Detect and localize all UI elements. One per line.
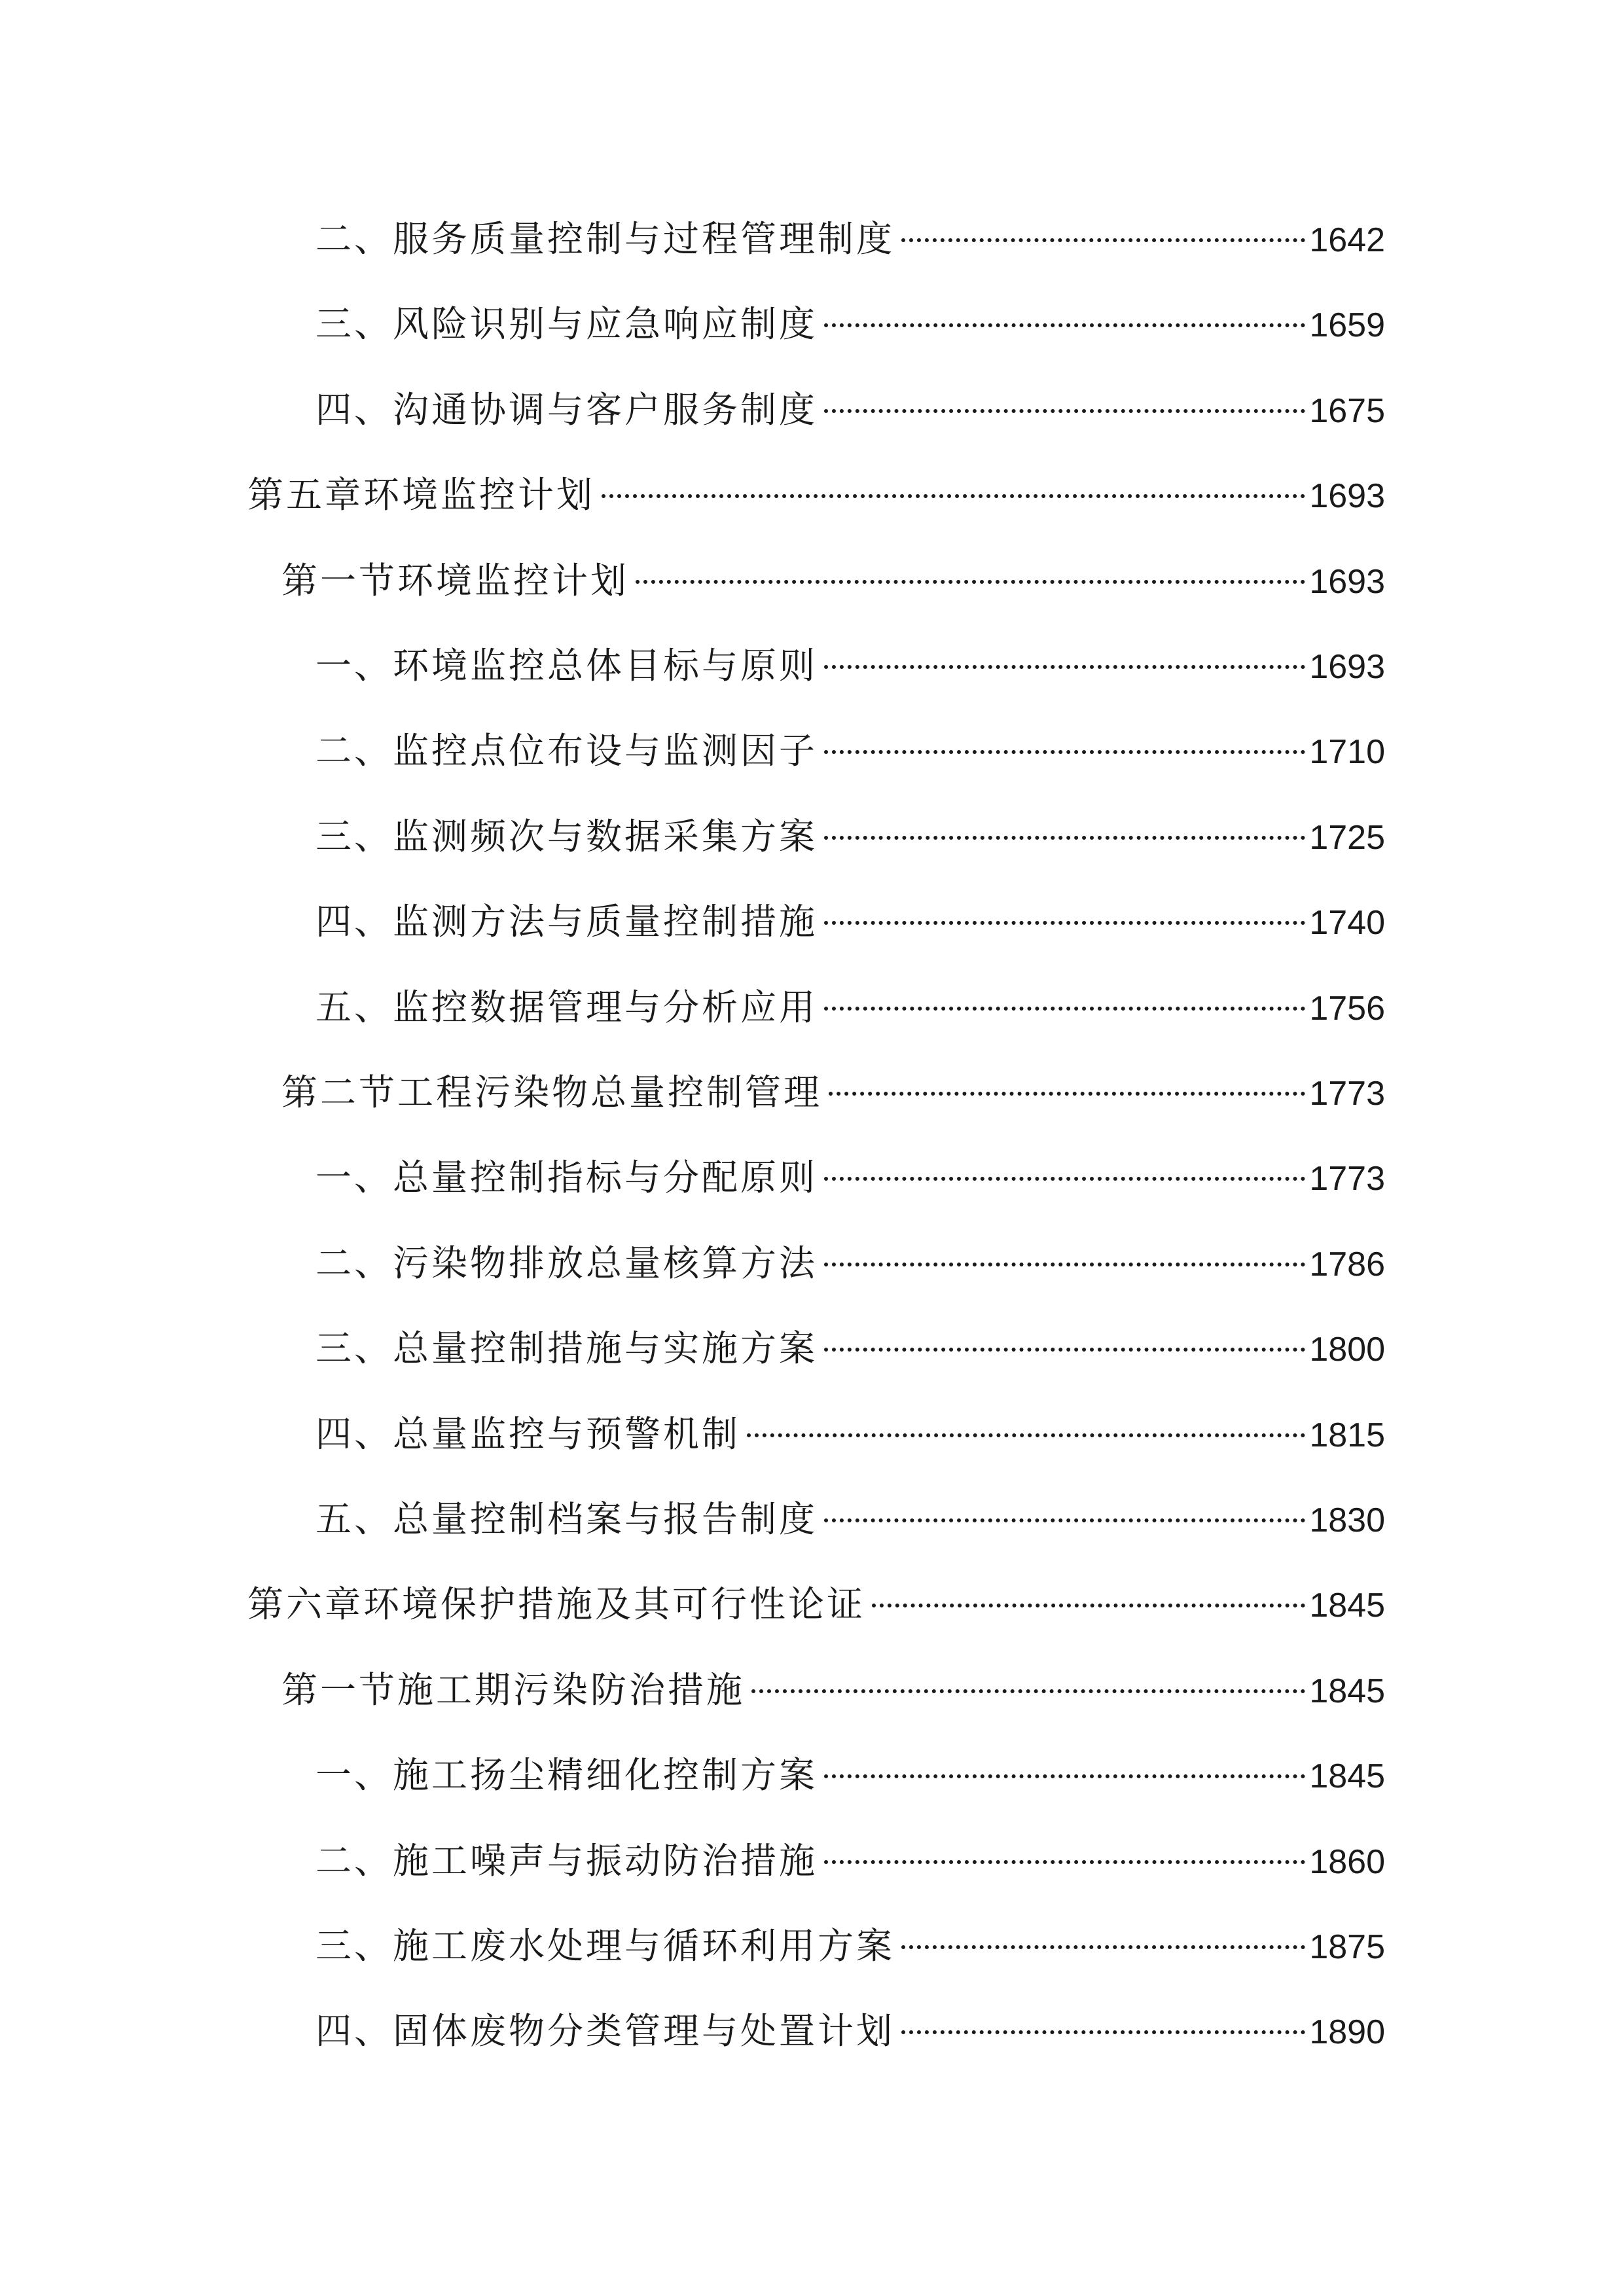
toc-dot-leader (824, 1348, 1305, 1352)
toc-entry-page-number: 1830 (1309, 1501, 1385, 1539)
toc-entry[interactable] (316, 384, 1385, 436)
toc-dot-leader (824, 1263, 1305, 1266)
toc-entry-page-number: 1845 (1309, 1757, 1385, 1796)
toc-entry[interactable] (316, 1322, 1385, 1374)
toc-entry-page-number: 1740 (1309, 904, 1385, 942)
toc-entry-title: 二、服务质量控制与过程管理制度 (316, 218, 895, 260)
toc-entry-title: 三、风险识别与应急响应制度 (316, 303, 818, 346)
toc-entry-page-number: 1725 (1309, 818, 1385, 857)
toc-entry-title: 二、污染物排放总量核算方法 (316, 1242, 818, 1284)
toc-entry-title: 第一节环境监控计划 (281, 559, 630, 601)
toc-entry[interactable] (316, 981, 1385, 1033)
toc-dot-leader (751, 1689, 1305, 1693)
toc-dot-leader (747, 1433, 1305, 1437)
toc-entry-title: 一、总量控制指标与分配原则 (316, 1157, 818, 1199)
toc-dot-leader (824, 1518, 1305, 1522)
toc-entry[interactable] (247, 1578, 1385, 1630)
toc-entry[interactable] (281, 1066, 1385, 1119)
toc-entry-page-number: 1773 (1309, 1160, 1385, 1198)
toc-entry-title: 二、监控点位布设与监测因子 (316, 730, 818, 772)
toc-entry-title: 四、总量监控与预警机制 (316, 1412, 741, 1455)
toc-entry-page-number: 1845 (1309, 1672, 1385, 1710)
toc-dot-leader (824, 409, 1305, 413)
toc-entry-page-number: 1675 (1309, 391, 1385, 430)
toc-dot-leader (901, 2030, 1305, 2034)
toc-entry-page-number: 1659 (1309, 306, 1385, 345)
toc-dot-leader (829, 1092, 1305, 1096)
toc-entry-title: 四、监测方法与质量控制措施 (316, 901, 818, 943)
toc-entry[interactable] (281, 1664, 1385, 1716)
toc-entry[interactable] (316, 1151, 1385, 1204)
toc-entry-title: 第一节施工期污染防治措施 (281, 1668, 746, 1711)
toc-entry-page-number: 1756 (1309, 989, 1385, 1028)
toc-dot-leader (602, 494, 1305, 498)
toc-entry[interactable] (316, 639, 1385, 692)
toc-entry[interactable] (316, 1749, 1385, 1801)
toc-dot-leader (824, 921, 1305, 925)
toc-entry-title: 三、总量控制措施与实施方案 (316, 1327, 818, 1370)
toc-entry-page-number: 1693 (1309, 562, 1385, 601)
toc-entry[interactable] (316, 895, 1385, 948)
toc-entry-title: 一、施工扬尘精细化控制方案 (316, 1754, 818, 1797)
toc-entry[interactable] (316, 1493, 1385, 1545)
toc-entry-title: 第五章环境监控计划 (247, 474, 596, 516)
toc-entry[interactable] (316, 1408, 1385, 1460)
toc-dot-leader (824, 323, 1305, 327)
toc-entry[interactable] (316, 213, 1385, 265)
toc-entry[interactable] (316, 2005, 1385, 2057)
toc-entry-page-number: 1773 (1309, 1075, 1385, 1113)
toc-entry-title: 三、监测频次与数据采集方案 (316, 815, 818, 857)
toc-entry[interactable] (316, 810, 1385, 863)
toc-entry-page-number: 1800 (1309, 1331, 1385, 1369)
toc-entry[interactable] (281, 554, 1385, 607)
toc-entry-title: 一、环境监控总体目标与原则 (316, 645, 818, 687)
toc-entry[interactable] (316, 1920, 1385, 1972)
toc-entry[interactable] (316, 1237, 1385, 1289)
toc-entry-page-number: 1693 (1309, 477, 1385, 516)
toc-entry-page-number: 1875 (1309, 1928, 1385, 1966)
toc-entry-page-number: 1786 (1309, 1245, 1385, 1283)
toc-entry-page-number: 1642 (1309, 221, 1385, 259)
toc-entry[interactable] (316, 725, 1385, 777)
toc-entry-title: 第六章环境保护措施及其可行性论证 (247, 1583, 866, 1626)
toc-entry[interactable] (247, 469, 1385, 521)
toc-entry-page-number: 1815 (1309, 1416, 1385, 1454)
toc-dot-leader (824, 1860, 1305, 1864)
toc-entry-title: 五、总量控制档案与报告制度 (316, 1498, 818, 1540)
toc-dot-leader (824, 750, 1305, 754)
toc-entry-page-number: 1890 (1309, 2013, 1385, 2052)
toc-entry-page-number: 1860 (1309, 1842, 1385, 1881)
toc-dot-leader (872, 1604, 1305, 1607)
toc-dot-leader (901, 1945, 1305, 1949)
toc-dot-leader (901, 238, 1305, 242)
toc-dot-leader (824, 1177, 1305, 1181)
toc-entry-title: 二、施工噪声与振动防治措施 (316, 1839, 818, 1882)
toc-entry-title: 第二节工程污染物总量控制管理 (281, 1071, 823, 1113)
toc-entry-title: 四、沟通协调与客户服务制度 (316, 388, 818, 431)
toc-entry[interactable] (316, 1835, 1385, 1887)
toc-dot-leader (636, 580, 1305, 584)
toc-entry-title: 三、施工废水处理与循环利用方案 (316, 1925, 895, 1967)
toc-entry-title: 四、固体废物分类管理与处置计划 (316, 2010, 895, 2053)
toc-entry-page-number: 1693 (1309, 648, 1385, 686)
toc-entry-page-number: 1710 (1309, 733, 1385, 772)
toc-entry[interactable] (316, 298, 1385, 350)
toc-entry-title: 五、监控数据管理与分析应用 (316, 986, 818, 1028)
toc-dot-leader (824, 1007, 1305, 1011)
toc-entry-page-number: 1845 (1309, 1587, 1385, 1625)
toc-dot-leader (824, 665, 1305, 669)
toc-dot-leader (824, 1774, 1305, 1778)
toc-dot-leader (824, 836, 1305, 840)
